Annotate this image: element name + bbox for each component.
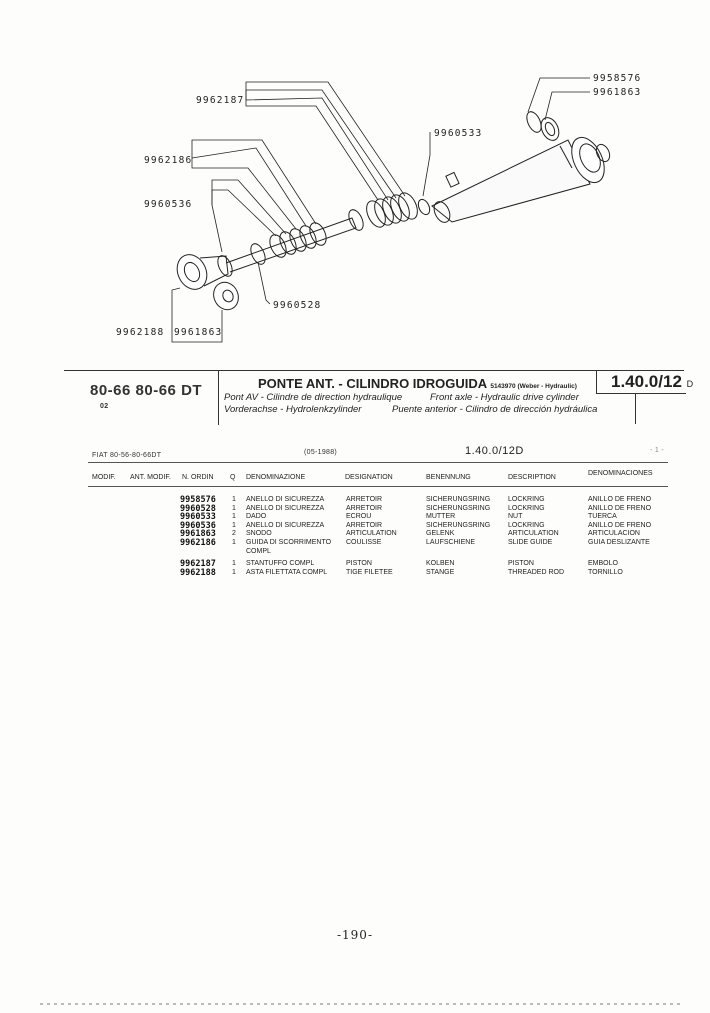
callout-9960533: 9960533 xyxy=(434,128,483,139)
exploded-diagram xyxy=(0,0,710,360)
row-it: COMPL xyxy=(246,547,271,555)
row-en: NUT xyxy=(508,513,523,521)
row-part: 9960528 xyxy=(180,503,216,514)
table-row xyxy=(180,539,670,548)
row-it: GUIDA DI SCORRIMENTO xyxy=(246,538,332,546)
model-sub: 02 xyxy=(100,403,109,410)
table-model-line: FIAT 80-56-80-66DT xyxy=(92,452,162,459)
row-es: ANILLO DE FRENO xyxy=(588,521,652,529)
row-qty: 1 xyxy=(232,521,236,529)
row-de: SICHERUNGSRING xyxy=(426,496,491,503)
row-en: SLIDE GUIDE xyxy=(508,538,553,546)
table-row xyxy=(180,522,670,531)
col-description: DESCRIPTION xyxy=(508,474,556,481)
row-de: SICHERUNGSRING xyxy=(426,504,491,512)
title-en: Front axle - Hydraulic drive cylinder xyxy=(430,392,579,403)
code-box-bottom xyxy=(596,393,686,394)
table-row xyxy=(180,496,670,505)
col-n-ordin: N. ORDIN xyxy=(182,474,214,481)
row-qty: 1 xyxy=(232,560,236,568)
row-fr: ARRETOIR xyxy=(346,521,383,529)
code-box-tick xyxy=(635,394,636,424)
page-title-ref: 5143970 (Weber - Hydraulic) xyxy=(490,383,577,390)
table-row xyxy=(180,569,670,578)
row-es: ARTICULACION xyxy=(588,530,640,538)
table-row xyxy=(180,560,670,569)
callout-9961863-bottom: 9961863 xyxy=(174,327,223,338)
col-ant-modif: ANT. MODIF. xyxy=(130,474,171,481)
row-de: KOLBEN xyxy=(426,560,455,568)
row-en: THREADED ROD xyxy=(508,568,565,576)
table-row xyxy=(180,530,670,539)
row-fr: PISTON xyxy=(346,560,372,568)
row-de: SICHERUNGSRING xyxy=(426,521,491,529)
title-es: Puente anterior - Cilindro de dirección hydráulica xyxy=(392,404,598,415)
table-row xyxy=(180,513,670,522)
header-divider-left xyxy=(218,371,219,425)
model-title: 80-66 80-66 DT xyxy=(90,382,203,399)
table-body xyxy=(180,496,670,577)
table-rule-top xyxy=(88,462,668,463)
row-es: TORNILLO xyxy=(588,568,623,576)
row-fr: TIGE FILETEE xyxy=(346,568,393,576)
row-fr: ARRETOIR xyxy=(346,496,383,503)
row-es: EMBOLO xyxy=(588,560,618,568)
row-fr: ECROU xyxy=(346,513,372,521)
row-de: MUTTER xyxy=(426,513,456,521)
col-denominaciones: DENOMINACIONES xyxy=(588,470,653,477)
row-de: STANGE xyxy=(426,568,455,576)
callout-9962186: 9962186 xyxy=(144,155,193,166)
callout-9961863-top: 9961863 xyxy=(593,87,642,98)
col-modif: MODIF. xyxy=(92,474,116,481)
table-row-continuation xyxy=(180,548,670,557)
table-row xyxy=(180,505,670,514)
row-it: STANTUFFO COMPL xyxy=(246,560,315,568)
row-part: 9958576 xyxy=(180,495,216,505)
col-q: Q xyxy=(230,474,236,481)
row-part: 9962186 xyxy=(180,537,216,548)
row-qty: 1 xyxy=(232,538,236,546)
row-fr: ARTICULATION xyxy=(346,530,397,538)
row-it: ASTA FILETTATA COMPL xyxy=(246,568,328,576)
row-qty: 1 xyxy=(232,504,236,512)
page-title xyxy=(258,376,577,391)
row-fr: COULISSE xyxy=(346,538,382,546)
cylinder-barrel xyxy=(431,132,612,225)
col-designation: DESIGNATION xyxy=(345,474,393,481)
row-part: 9962187 xyxy=(180,559,216,570)
row-it: DADO xyxy=(246,513,267,521)
table-code: 1.40.0/12D xyxy=(465,445,524,457)
row-en: PISTON xyxy=(508,560,534,568)
row-part: 9960536 xyxy=(180,520,216,531)
row-part: 9960533 xyxy=(180,512,216,523)
row-de: GELENK xyxy=(426,530,455,538)
callout-9960528: 9960528 xyxy=(273,300,322,311)
col-denominazione: DENOMINAZIONE xyxy=(246,474,306,481)
piston-stack xyxy=(346,190,421,233)
section-code-main: 1.40.0/12 xyxy=(611,372,682,391)
row-en: LOCKRING xyxy=(508,521,545,529)
callout-9958576: 9958576 xyxy=(593,73,642,84)
row-es: GUIA DESLIZANTE xyxy=(588,538,650,546)
row-de: LAUFSCHIENE xyxy=(426,538,476,546)
title-de: Vorderachse - Hydrolenkzylinder xyxy=(224,404,362,415)
row-qty: 2 xyxy=(232,530,236,538)
section-code-suffix: D xyxy=(686,379,694,389)
row-fr: ARRETOIR xyxy=(346,504,383,512)
row-es: TUERCA xyxy=(588,513,617,521)
header-divider-right xyxy=(596,371,597,393)
page-title-main: PONTE ANT. - CILINDRO IDROGUIDA xyxy=(258,376,487,391)
page-number: -190- xyxy=(336,928,373,942)
row-part: 9961863 xyxy=(180,529,216,540)
section-code xyxy=(611,372,693,392)
row-qty: 1 xyxy=(232,568,236,576)
slide-guide xyxy=(248,220,330,266)
header-rule-top xyxy=(64,370,684,371)
row-qty: 1 xyxy=(232,496,236,503)
row-en: LOCKRING xyxy=(508,504,545,512)
row-it: ANELLO DI SICUREZZA xyxy=(246,521,325,529)
col-benennung: BENENNUNG xyxy=(426,474,471,481)
callout-9962188: 9962188 xyxy=(116,327,165,338)
table-page-mark: - 1 - xyxy=(650,447,664,454)
title-fr: Pont AV - Cilindre de direction hydraulique xyxy=(224,392,403,403)
callout-9960536: 9960536 xyxy=(144,199,193,210)
callout-9962187: 9962187 xyxy=(196,95,245,106)
row-it: ANELLO DI SICUREZZA xyxy=(246,504,325,512)
row-es: ANILLO DE FRENO xyxy=(588,496,652,503)
row-es: ANILLO DE FRENO xyxy=(588,504,652,512)
table-rule-header xyxy=(88,486,668,487)
row-qty: 1 xyxy=(232,513,236,521)
row-en: LOCKRING xyxy=(508,496,545,503)
row-it: SNODO xyxy=(246,530,272,538)
row-en: ARTICULATION xyxy=(508,530,559,538)
scan-edge xyxy=(40,1003,680,1005)
row-it: ANELLO DI SICUREZZA xyxy=(246,496,325,503)
row-part: 9962188 xyxy=(180,567,216,578)
table-date: (05-1988) xyxy=(304,449,338,456)
